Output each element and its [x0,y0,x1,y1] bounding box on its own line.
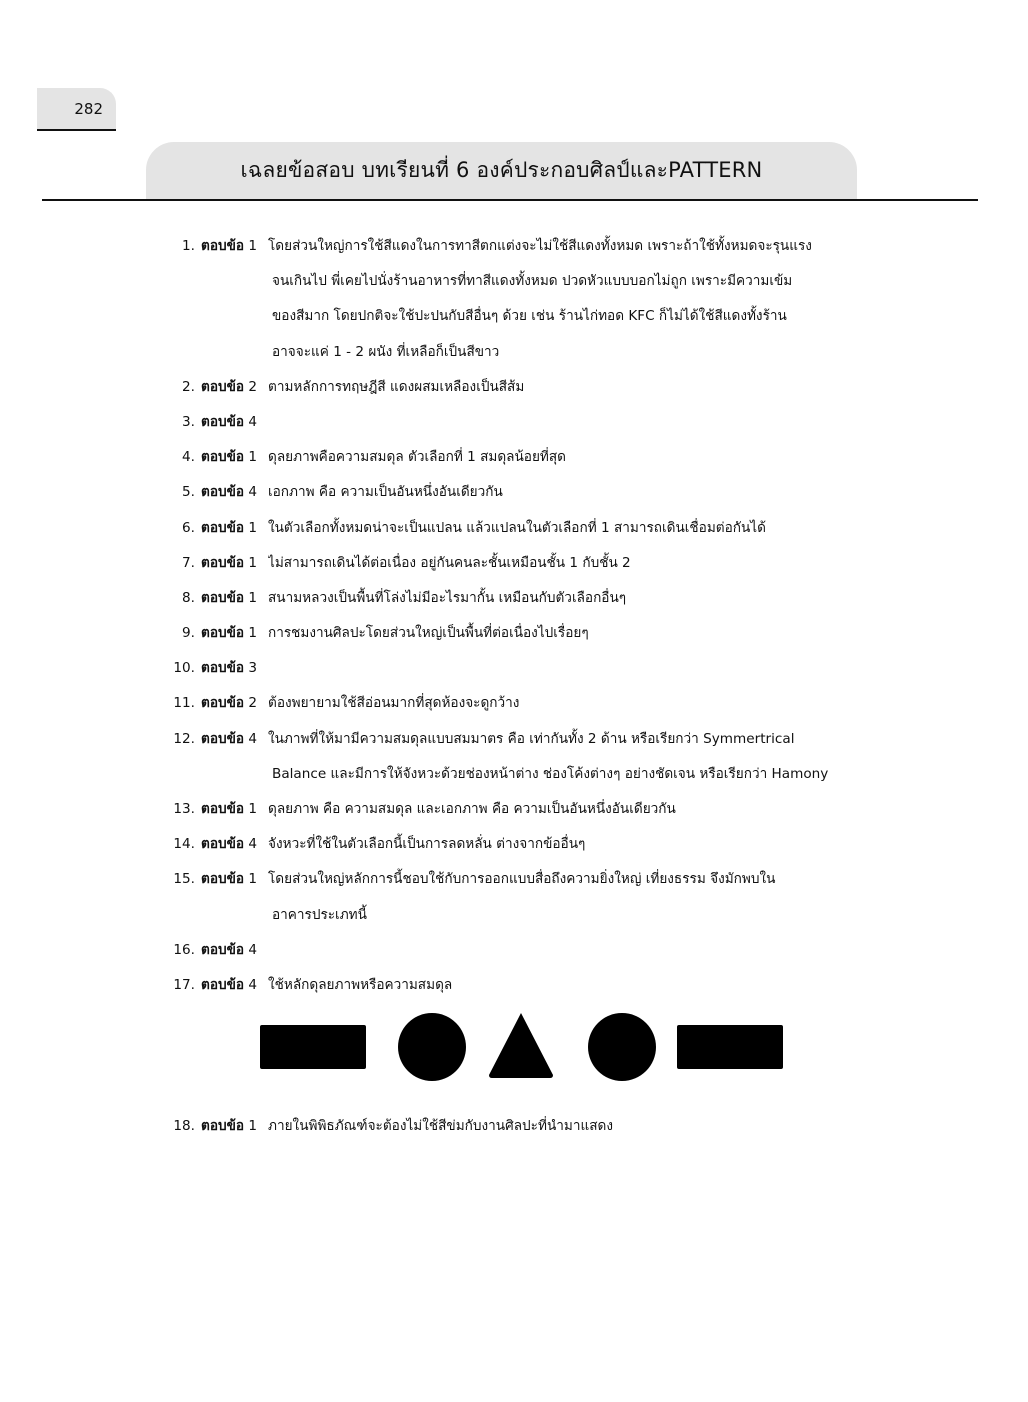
answer-item-13 [160,792,860,827]
answer-choice: 3 [248,660,258,677]
answer-key [195,1109,268,1144]
triangle-shape-center [487,1011,555,1079]
answer-item-14 [160,827,860,862]
answer-prefix: ตอบข้อ [201,1118,245,1135]
answer-key [195,511,268,546]
answer-prefix: ตอบข้อ [201,378,245,395]
answer-number: 6. [182,519,195,536]
answer-key [195,616,268,651]
answer-text [268,651,860,686]
answer-number: 17. [173,976,195,993]
answer-prefix: ตอบข้อ [201,625,245,642]
answer-key [195,968,268,1003]
answer-text: ตามหลักการทฤษฎีสี แดงผสมเหลืองเป็นสีส้ม [268,378,525,395]
answer-key [195,651,268,686]
answer-choice: 1 [248,589,258,606]
answer-number: 16. [173,941,195,958]
answer-text-continued: จนเกินไป พี่เคยไปนั่งร้านอาหารที่ทาสีแดงทั้งหมด ปวดหัวแบบบอกไม่ถูก เพราะมีความเข้ม [272,273,793,290]
answer-number: 2. [182,378,195,395]
answer-key [195,862,268,897]
answer-key [195,581,268,616]
answer-choice: 4 [248,836,258,853]
answer-number: 7. [182,554,195,571]
answer-item-6 [160,511,860,546]
answer-number: 9. [182,625,195,642]
answer-text-continued: อาคารประเภทนี้ [272,906,367,923]
answer-item-16 [160,933,860,968]
answer-key [195,405,268,440]
answer-number: 1. [182,238,195,254]
answer-prefix: ตอบข้อ [201,836,245,853]
answer-choice: 1 [248,519,258,536]
answer-text: โดยส่วนใหญ่หลักการนี้ชอบใช้กับการออกแบบสื่อถึงความยิ่งใหญ่ เที่ยงธรรม จึงมักพบใน [268,871,776,888]
answer-item-18 [160,1109,860,1144]
answer-item-4 [160,440,860,475]
answer-prefix: ตอบข้อ [201,449,245,466]
answer-list [160,229,860,1144]
answer-prefix: ตอบข้อ [201,519,245,536]
answer-item-15 [160,862,860,932]
answer-choice: 1 [248,238,258,254]
answer-prefix: ตอบข้อ [201,976,245,993]
answer-choice: 4 [248,941,258,958]
answer-text: ดุลยภาพ คือ ความสมดุล และเอกภาพ คือ ความเป็นอันหนึ่งอันเดียวกัน [268,801,676,817]
answer-choice: 1 [248,449,258,466]
answer-key [195,440,268,475]
answer-key [195,229,268,264]
answer-number: 12. [173,730,195,747]
answer-text: ในตัวเลือกทั้งหมดน่าจะเป็นแปลน แล้วแปลนในตัวเลือกที่ 1 สามารถเดินเชื่อมต่อกันได้ [268,519,766,536]
answer-item-12 [160,722,860,792]
answer-prefix: ตอบข้อ [201,730,245,747]
answer-item-8 [160,581,860,616]
answer-choice: 1 [248,1118,258,1135]
answer-prefix: ตอบข้อ [201,554,245,571]
answer-number: 8. [182,589,195,606]
answer-choice: 4 [248,484,258,501]
page-number-tab [37,88,116,131]
answer-text: ใช้หลักดุลยภาพหรือความสมดุล [268,976,453,993]
circle-shape-right [588,1013,656,1081]
answer-text: สนามหลวงเป็นพื้นที่โล่งไม่มีอะไรมากั้น เหมือนกับตัวเลือกอื่นๆ [268,589,627,606]
balance-shapes-illustration [160,1011,860,1081]
page-title: เฉลยข้อสอบ บทเรียนที่ 6 องค์ประกอบศิลป์และPATTERN [240,158,763,182]
answer-text: ภายในพิพิธภัณฑ์จะต้องไม่ใช้สีข่มกับงานศิลปะที่นำมาแสดง [268,1118,613,1135]
answer-number: 3. [182,413,195,430]
answer-prefix: ตอบข้อ [201,413,245,430]
answer-key [195,792,268,827]
answer-prefix: ตอบข้อ [201,695,245,712]
answer-choice: 4 [248,730,258,747]
answer-number: 5. [182,484,195,501]
answer-number: 14. [173,836,195,853]
answer-text: ต้องพยายามใช้สีอ่อนมากที่สุดห้องจะดูกว้าง [268,695,520,712]
answer-prefix: ตอบข้อ [201,941,245,958]
answer-number: 18. [173,1118,195,1135]
answer-text: โดยส่วนใหญ่การใช้สีแดงในการทาสีตกแต่งจะไม่ใช้สีแดงทั้งหมด เพราะถ้าใช้ทั้งหมดจะรุนแรง [268,238,812,254]
answer-text: ดุลยภาพคือความสมดุล ตัวเลือกที่ 1 สมดุลน้อยที่สุด [268,449,567,466]
answer-prefix: ตอบข้อ [201,660,245,677]
rectangle-shape-right [677,1025,783,1069]
answer-number: 11. [173,695,195,712]
answer-key [195,827,268,862]
answer-prefix: ตอบข้อ [201,589,245,606]
answer-item-10 [160,651,860,686]
answer-prefix: ตอบข้อ [201,801,245,817]
answer-choice: 1 [248,871,258,888]
answer-prefix: ตอบข้อ [201,484,245,501]
answer-item-17 [160,968,860,1081]
answer-choice: 4 [248,976,258,993]
page-number: 282 [74,100,103,118]
answer-item-5 [160,475,860,510]
answer-number: 13. [173,801,195,817]
answer-item-2 [160,370,860,405]
answer-text: จังหวะที่ใช้ในตัวเลือกนี้เป็นการลดหลั่น ต่างจากข้ออื่นๆ [268,836,586,853]
chapter-title-bar [146,142,857,199]
answer-key [195,722,268,757]
answer-prefix: ตอบข้อ [201,871,245,888]
answer-text-continued: ของสีมาก โดยปกติจะใช้ปะปนกับสีอื่นๆ ด้วย เช่น ร้านไก่ทอด KFC ก็ไม่ได้ใช้สีแดงทั้งร้าน [272,308,787,325]
answer-item-9 [160,616,860,651]
answer-key [195,370,268,405]
answer-key [195,933,268,968]
answer-choice: 1 [248,801,258,817]
answer-choice: 1 [248,554,258,571]
answer-item-11 [160,686,860,721]
answer-text: เอกภาพ คือ ความเป็นอันหนึ่งอันเดียวกัน [268,484,503,501]
answer-text: ไม่สามารถเดินได้ต่อเนื่อง อยู่กันคนละชั้นเหมือนชั้น 1 กับชั้น 2 [268,554,631,571]
answer-prefix: ตอบข้อ [201,238,245,254]
answer-text [268,405,860,440]
answer-item-7 [160,546,860,581]
answer-item-1 [160,229,860,370]
answer-number: 4. [182,449,195,466]
rectangle-shape-left [260,1025,366,1069]
answer-choice: 1 [248,625,258,642]
title-divider [42,199,978,201]
answer-text: การชมงานศิลปะโดยส่วนใหญ่เป็นพื้นที่ต่อเนื่องไปเรื่อยๆ [268,625,589,642]
answer-key [195,686,268,721]
answer-text [268,933,860,968]
answer-choice: 2 [248,695,258,712]
circle-shape-left [398,1013,466,1081]
answer-number: 15. [173,871,195,888]
answer-number: 10. [173,660,195,677]
answer-text-continued: อาจจะแค่ 1 - 2 ผนัง ที่เหลือก็เป็นสีขาว [272,343,500,360]
answer-text-continued: Balance และมีการให้จังหวะด้วยช่องหน้าต่าง ช่องโค้งต่างๆ อย่างชัดเจน หรือเรียกว่า Hamony [272,765,829,782]
answer-item-3 [160,405,860,440]
answer-key [195,475,268,510]
answer-text: ในภาพที่ให้มามีความสมดุลแบบสมมาตร คือ เท่ากันทั้ง 2 ด้าน หรือเรียกว่า Symmertrical [268,730,795,747]
answer-choice: 2 [248,378,258,395]
answer-key [195,546,268,581]
answer-choice: 4 [248,413,258,430]
